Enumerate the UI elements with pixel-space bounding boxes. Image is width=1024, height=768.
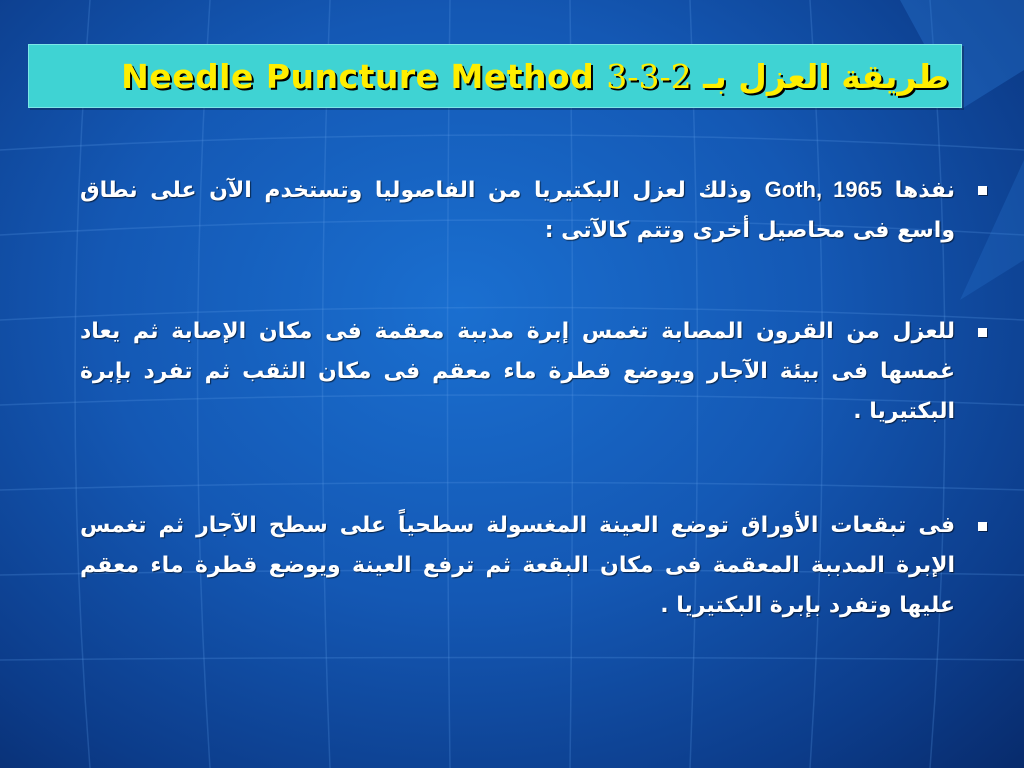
bullet-1-text-after: وذلك لعزل البكتيريا من الفاصوليا وتستخدم الآن على نطاق واسع فى محاصيل أخرى وتتم كالآتى : xyxy=(80,178,955,243)
bullet-2-text: للعزل من القرون المصابة تغمس إبرة مدببة معقمة فى مكان الإصابة ثم يعاد غمسها فى بيئة الآجار ويوضع قطرة ماء معقم فى مكان الثقب ثم تفرد بإبرة البكتيريا . xyxy=(80,319,955,424)
square-bullet-icon xyxy=(978,186,987,195)
bullet-3-text: فى تبقعات الأوراق توضع العينة المغسولة سطحياً على سطح الآجار ثم تغمس الإبرة المدببة المعقمة فى مكان البقعة ثم ترفع العينة ويوضع قطرة ماء معقم عليها وتفرد بإبرة البكتيريا . xyxy=(80,513,955,618)
bullet-1-reference: Goth, 1965 xyxy=(764,177,883,202)
bullet-item-1 xyxy=(80,170,987,251)
title-number: 3-3-2 xyxy=(606,56,692,96)
title-arabic: طريقة العزل بـ xyxy=(703,56,949,96)
bullet-1-text-before: نفذها xyxy=(882,178,956,203)
slide-title-box xyxy=(28,44,962,108)
square-bullet-icon xyxy=(978,522,987,531)
bullet-item-2 xyxy=(80,312,987,432)
slide-title xyxy=(121,57,949,96)
square-bullet-icon xyxy=(978,328,987,337)
bullet-item-3 xyxy=(80,506,987,626)
title-english: Needle Puncture Method xyxy=(121,56,595,96)
